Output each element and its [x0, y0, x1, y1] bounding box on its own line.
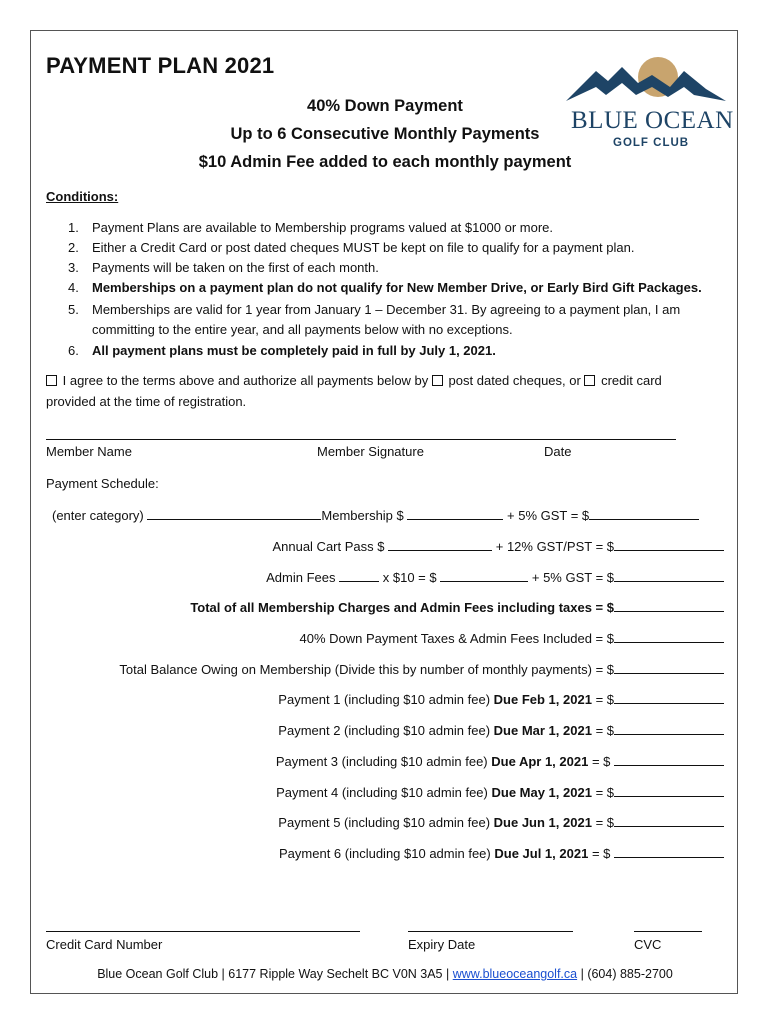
condition-item — [46, 240, 634, 255]
admin-fees-total-field[interactable] — [614, 569, 724, 582]
payment-label: Payment 6 (including $10 admin fee) — [279, 846, 491, 861]
condition-number: 1. — [68, 220, 79, 235]
payment-due-date: Due Jul 1, 2021 — [494, 846, 589, 861]
payment-equals: = $ — [595, 692, 614, 707]
payment-label: Payment 1 (including $10 admin fee) — [278, 692, 491, 707]
condition-item — [46, 220, 553, 235]
condition-text: All payment plans must be completely paid in full by July 1, 2021. — [92, 343, 496, 358]
payment-amount-field[interactable] — [614, 845, 724, 858]
total-row — [190, 599, 724, 615]
payment-plan-form — [30, 30, 738, 994]
logo-subtitle: GOLF CLUB — [613, 137, 690, 149]
admin-fees-mult-label: x $10 = $ — [382, 570, 437, 585]
cart-pass-total-field[interactable] — [614, 538, 724, 551]
membership-row — [52, 507, 699, 523]
condition-item — [46, 280, 702, 295]
signature-line[interactable] — [46, 439, 676, 440]
balance-field[interactable] — [614, 661, 724, 674]
subtitle-monthly-payments: Up to 6 Consecutive Monthly Payments — [230, 125, 540, 143]
credit-card-label: credit card — [601, 373, 662, 388]
footer-address: Blue Ocean Golf Club | 6177 Ripple Way Sechelt BC V0N 3A5 | — [97, 967, 450, 981]
payment-equals: = $ — [595, 785, 614, 800]
payment-amount-field[interactable] — [614, 814, 724, 827]
balance-row — [119, 661, 724, 677]
conditions-heading: Conditions: — [46, 189, 119, 204]
payment-due-date: Due Mar 1, 2021 — [493, 723, 592, 738]
condition-number: 4. — [68, 280, 79, 295]
agreement-line — [46, 373, 662, 388]
cvc-label: CVC — [634, 937, 662, 952]
credit-card-number-label: Credit Card Number — [46, 937, 163, 952]
total-label: Total of all Membership Charges and Admin Fees including taxes = $ — [190, 600, 614, 615]
condition-text: Payments will be taken on the first of each month. — [92, 260, 379, 275]
total-field[interactable] — [614, 599, 724, 612]
footer — [31, 967, 739, 981]
payment-amount-field[interactable] — [614, 722, 724, 735]
admin-fees-row — [266, 569, 724, 585]
admin-fees-label: Admin Fees — [266, 570, 336, 585]
condition-number: 2. — [68, 240, 79, 255]
subtitle-admin-fee: $10 Admin Fee added to each monthly payment — [198, 153, 572, 171]
payment-due-date: Due May 1, 2021 — [491, 785, 592, 800]
payment-equals: = $ — [591, 754, 611, 769]
credit-card-number-field[interactable] — [46, 931, 360, 932]
admin-fees-count-field[interactable] — [339, 569, 379, 582]
condition-text: Memberships on a payment plan do not qualify for New Member Drive, or Early Bird Gift Packages. — [92, 280, 702, 295]
balance-label: Total Balance Owing on Membership (Divide this by number of monthly payments) = $ — [119, 662, 614, 677]
category-label: (enter category) — [52, 508, 144, 523]
payment-amount-field[interactable] — [614, 691, 724, 704]
down-payment-label: 40% Down Payment Taxes & Admin Fees Included = $ — [299, 631, 614, 646]
member-name-label: Member Name — [46, 444, 132, 459]
membership-total-field[interactable] — [589, 507, 699, 520]
cart-pass-label: Annual Cart Pass $ — [272, 539, 385, 554]
condition-text-continued: committing to the entire year, and all payments below with no exceptions. — [92, 322, 513, 337]
payment-due-date: Due Feb 1, 2021 — [493, 692, 592, 707]
agreement-text-continued: provided at the time of registration. — [46, 394, 247, 409]
cvc-field[interactable] — [634, 931, 702, 932]
condition-number: 6. — [68, 343, 79, 358]
category-field[interactable] — [147, 507, 321, 520]
payment-row — [278, 722, 724, 738]
payment-amount-field[interactable] — [614, 753, 724, 766]
payment-row — [276, 784, 724, 800]
date-label: Date — [544, 444, 572, 459]
payment-label: Payment 5 (including $10 admin fee) — [278, 815, 491, 830]
admin-fees-gst-label: + 5% GST = $ — [531, 570, 614, 585]
footer-phone: | (604) 885-2700 — [580, 967, 673, 981]
membership-label: Membership $ — [321, 508, 404, 523]
post-dated-cheques-checkbox[interactable] — [432, 375, 443, 386]
agreement-text: I agree to the terms above and authorize all payments below by — [62, 373, 429, 388]
payment-equals: = $ — [591, 846, 611, 861]
condition-number: 3. — [68, 260, 79, 275]
payment-equals: = $ — [595, 815, 614, 830]
condition-text: Payment Plans are available to Membership programs valued at $1000 or more. — [92, 220, 554, 235]
admin-fees-amount-field[interactable] — [440, 569, 528, 582]
payment-due-date: Due Apr 1, 2021 — [491, 754, 589, 769]
condition-number: 5. — [68, 302, 79, 317]
payment-amount-field[interactable] — [614, 784, 724, 797]
payment-equals: = $ — [595, 723, 614, 738]
condition-item — [46, 260, 379, 275]
payment-schedule-heading: Payment Schedule: — [46, 476, 159, 491]
payment-due-date: Due Jun 1, 2021 — [493, 815, 592, 830]
payment-label: Payment 3 (including $10 admin fee) — [275, 754, 488, 769]
logo-wordmark: BLUE OCEAN — [571, 107, 734, 134]
payment-label: Payment 4 (including $10 admin fee) — [276, 785, 488, 800]
condition-item — [46, 343, 496, 358]
membership-amount-field[interactable] — [407, 507, 503, 520]
website-link[interactable]: www.blueoceangolf.ca — [452, 967, 578, 981]
page-title: PAYMENT PLAN 2021 — [46, 53, 275, 78]
payment-row — [276, 753, 724, 769]
cart-pass-tax-label: + 12% GST/PST = $ — [495, 539, 614, 554]
payment-label: Payment 2 (including $10 admin fee) — [278, 723, 491, 738]
credit-card-checkbox[interactable] — [584, 375, 595, 386]
post-dated-cheques-label: post dated cheques, or — [448, 373, 581, 388]
agree-checkbox[interactable] — [46, 375, 57, 386]
expiry-date-field[interactable] — [408, 931, 573, 932]
condition-item — [46, 302, 680, 317]
subtitle-down-payment: 40% Down Payment — [307, 97, 463, 115]
condition-text: Memberships are valid for 1 year from January 1 – December 31. By agreeing to a payment plan, I am — [92, 302, 681, 317]
payment-row — [279, 845, 724, 861]
payment-row — [278, 814, 724, 830]
member-signature-label: Member Signature — [317, 444, 424, 459]
expiry-date-label: Expiry Date — [408, 937, 476, 952]
cart-pass-amount-field[interactable] — [388, 538, 492, 551]
down-payment-row — [300, 630, 724, 646]
cart-pass-row — [272, 538, 724, 554]
down-payment-field[interactable] — [614, 630, 724, 643]
condition-text: Either a Credit Card or post dated cheques MUST be kept on file to qualify for a payment plan. — [92, 240, 635, 255]
payment-row — [278, 691, 724, 707]
membership-gst-label: + 5% GST = $ — [507, 508, 590, 523]
